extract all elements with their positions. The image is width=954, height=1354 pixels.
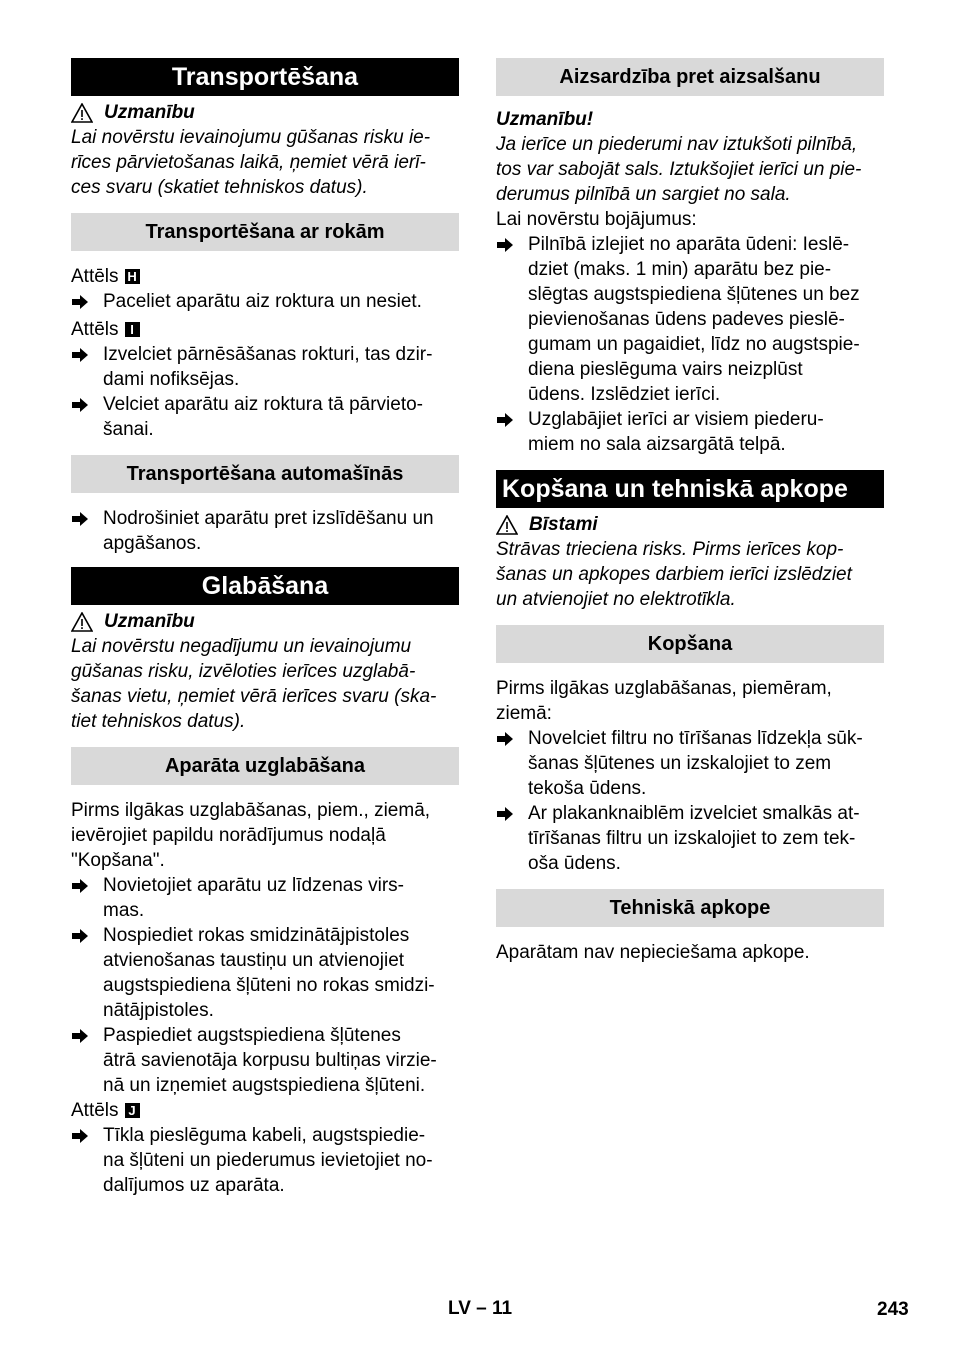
warning-triangle-icon: [71, 612, 93, 632]
list-item: Ar plakanknaiblēm izvelciet smalkās at- tīrīšanas filtru un izskalojiet to zem tek- oša ūdens.: [496, 801, 884, 876]
arrow-right-icon: [496, 726, 528, 801]
danger-label: Bīstami: [496, 512, 884, 537]
list-item: Uzglabājiet ierīci ar visiem piederu- miem no sala aizsargātā telpā.: [496, 407, 884, 457]
list-item: Izvelciet pārnēsāšanas rokturi, tas dzir- dami nofiksējas.: [71, 342, 459, 392]
left-column: [71, 58, 459, 1198]
arrow-right-icon: [71, 342, 103, 392]
frost-warning-text: Ja ierīce un piederumi nav iztukšoti pilnībā, tos var sabojāt sals. Iztukšojiet ierīci un pie- derumus pilnībā un sargiet no sala.: [496, 134, 862, 205]
heading-device-storage: Aparāta uzglabāšana: [71, 747, 459, 785]
arrow-right-icon: [71, 923, 103, 1023]
frost-warning-label: Uzmanību!: [496, 109, 594, 130]
warning-label: Uzmanību: [71, 609, 459, 634]
arrow-right-icon: [71, 873, 103, 923]
page-number: 243: [877, 1299, 909, 1320]
device-storage-intro: Pirms ilgākas uzglabāšanas, piem., ziemā, ievērojiet papildu norādījumus nodaļā "Kopšana".: [71, 800, 431, 871]
arrow-right-icon: [71, 506, 103, 556]
list-item: Pilnībā izlejiet no aparāta ūdeni: Ieslē- dziet (maks. 1 min) aparātu bez pie- slēgtas augstspiediena šļūtenes un bez pievienošanas ūdens padeves pieslē- gumam un pagaidiet, līdz no augstspie- diena pieslēguma vairs neizplūst ūdens. Izslēdziet ierīci.: [496, 232, 884, 407]
figure-reference-i: Attēls I: [71, 317, 459, 342]
heading-cleaning: Kopšana: [496, 625, 884, 663]
list-item: Paceliet aparātu aiz roktura un nesiet.: [71, 289, 459, 317]
arrow-right-icon: [496, 232, 528, 407]
arrow-right-icon: [71, 1023, 103, 1098]
frost-intro: Lai novērstu bojājumus:: [496, 209, 697, 230]
transport-warning-text: Lai novērstu ievainojumu gūšanas risku ie- rīces pārvietošanas laikā, ņemiet vērā ierī- ces svaru (skatiet tehniskos datus).: [71, 127, 431, 198]
figure-j-badge: J: [125, 1103, 140, 1118]
list-item: Nospiediet rokas smidzinātājpistoles atvienošanas taustiņu un atvienojiet augstspiediena šļūteni no rokas smidzi- nātājpistoles.: [71, 923, 459, 1023]
heading-transport: Transportēšana: [71, 58, 459, 96]
danger-text: Strāvas trieciena risks. Pirms ierīces kop- šanas un apkopes darbiem ierīci izslēdziet un atvienojiet no elektrotīkla.: [496, 539, 852, 610]
warning-triangle-icon: [71, 103, 93, 123]
heading-maintenance: Tehniskā apkope: [496, 889, 884, 927]
heading-transport-in-vehicles: Transportēšana automašīnās: [71, 455, 459, 493]
list-item: Novelciet filtru no tīrīšanas līdzekļa sūk- šanas šļūtenes un izskalojiet to zem tekoša ūdens.: [496, 726, 884, 801]
list-item: Paspiediet augstspiediena šļūtenes ātrā savienotāja korpusu bultiņas virzie- nā un izņemiet augstspiediena šļūteni.: [71, 1023, 459, 1098]
arrow-right-icon: [71, 392, 103, 442]
storage-warning-text: Lai novērstu negadījumu un ievainojumu gūšanas risku, izvēloties ierīces uzglabā- šanas vietu, ņemiet vērā ierīces svaru (ska- tiet tehniskos datus).: [71, 636, 437, 732]
arrow-right-icon: [71, 289, 103, 317]
warning-triangle-icon: [496, 515, 518, 535]
arrow-right-icon: [71, 1123, 103, 1198]
warning-label: Uzmanību: [71, 100, 459, 125]
list-item: Novietojiet aparātu uz līdzenas virs- mas.: [71, 873, 459, 923]
figure-reference-h: Attēls H: [71, 264, 459, 289]
list-item: Velciet aparātu aiz roktura tā pārvieto- šanai.: [71, 392, 459, 442]
right-column: [496, 58, 884, 965]
heading-frost-protection: Aizsardzība pret aizsalšanu: [496, 58, 884, 96]
cleaning-intro: Pirms ilgākas uzglabāšanas, piemēram, ziemā:: [496, 678, 832, 724]
figure-i-badge: I: [125, 322, 140, 337]
list-item: Tīkla pieslēguma kabeli, augstspiedie- na šļūteni un piederumus ievietojiet no- dalījumos uz aparāta.: [71, 1123, 459, 1198]
figure-h-badge: H: [125, 269, 140, 284]
maintenance-text: Aparātam nav nepieciešama apkope.: [496, 942, 810, 963]
figure-reference-j: Attēls J: [71, 1098, 459, 1123]
heading-storage: Glabāšana: [71, 567, 459, 605]
heading-care-maintenance: Kopšana un tehniskā apkope: [496, 470, 884, 508]
list-item: Nodrošiniet aparātu pret izslīdēšanu un apgāšanos.: [71, 506, 459, 556]
section-page-label: LV – 11: [448, 1298, 513, 1319]
arrow-right-icon: [496, 801, 528, 876]
arrow-right-icon: [496, 407, 528, 457]
heading-transport-by-hand: Transportēšana ar rokām: [71, 213, 459, 251]
